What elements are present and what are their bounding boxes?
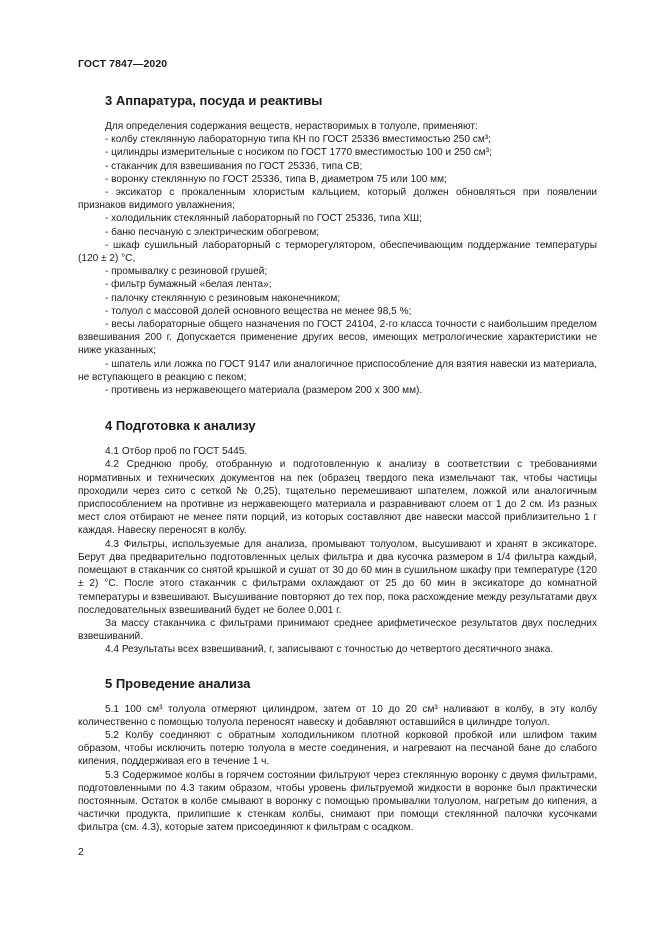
paragraph: За массу стаканчика с фильтрами принимают среднее арифметическое результатов двух последних взвешиваний. <box>78 617 597 643</box>
page-number: 2 <box>78 846 84 858</box>
list-item: - палочку стеклянную с резиновым наконечником; <box>105 292 341 304</box>
paragraph: 4.4 Результаты всех взвешиваний, г, записывают с точностью до четвертого десятичного знака. <box>105 644 554 656</box>
list-item: - цилиндры измерительные с носиком по ГОСТ 1770 вместимостью 100 и 250 см³; <box>105 147 492 159</box>
list-item: - шкаф сушильный лабораторный с терморегулятором, обеспечивающим поддержание температуры (120 ± 2) °С, <box>78 239 597 265</box>
list-item: - стаканчик для взвешивания по ГОСТ 25336, типа СВ; <box>105 160 363 172</box>
list-item: - весы лабораторные общего назначения по ГОСТ 24104, 2-го класса точности с наибольшим пределом взвешивания 200 г. Допускается применение других весов, имеющих метрологические характеристики не ниже указанных; <box>78 319 597 357</box>
list-item: - толуол с массовой долей основного вещества не менее 98,5 %; <box>105 305 412 317</box>
document-header: ГОСТ 7847—2020 <box>78 58 168 70</box>
paragraph: 5.2 Колбу соединяют с обратным холодильником плотной корковой пробкой или шлифом таким образом, чтобы исключить потерю толуола в месте соединения, и нагревают на песчаной бане до слабого кипения, поддерживая его в течение 1 ч. <box>78 729 597 768</box>
list-item: - баню песчаную с электрическим обогревом; <box>105 226 320 238</box>
list-item: - холодильник стеклянный лабораторный по ГОСТ 25336, типа ХШ; <box>105 213 422 225</box>
paragraph: 5.3 Содержимое колбы в горячем состоянии фильтруют через стеклянную воронку с двумя фильтрами, подготовленными по 4.3 таким образом, чтобы уровень фильтруемой жидкости в воронке был практически постоянным. Остаток в колбе смывают в воронку с помощью промывалки толуолом, нагретым до кипения, а частички продукта, прилипшие к стенкам колбы, снимают при помощи стеклянной палочки кусочками фильтра (см. 4.3), которые затем присоединяют к фильтрам с осадком. <box>78 769 597 834</box>
list-item: - противень из нержавеющего материала (размером 200 х 300 мм). <box>105 385 423 397</box>
section-3-title: 3 Аппаратура, посуда и реактивы <box>105 93 323 108</box>
paragraph: 4.3 Фильтры, используемые для анализа, промывают толуолом, высушивают и хранят в эксикаторе. Берут два предварительно подготовленных целых фильтра и два кусочка размером в 1/4 фильтра каждый, помещают в стаканчик со снятой крышкой и сушат от 30 до 60 мин в сушильном шкафу при температуре (120 ± 2) °С. После этого стаканчик с фильтрами охлаждают от 25 до 60 мин в эксикаторе до комнатной температуры и взвешивают. Высушивание повторяют до тех пор, пока расхождение между результатами двух последовательных взвешиваний будет не более 0,001 г. <box>78 538 597 616</box>
paragraph: 4.2 Среднюю пробу, отобранную и подготовленную к анализу в соответствии с требованиями нормативных и технических документов на пек (образец твердого пека измельчают так, чтобы частицы проходили через сито с сеткой № 0,25), тщательно перемешивают шпателем, ложкой или аналогичным приспособлением на противне из нержавеющего материала и разравнивают слоем от 1 до 2 см. Из разных мест слоя отбирают не менее пяти порций, из которых составляют две навески массой приблизительно 1 г каждая. Навеску переносят в колбу. <box>78 459 597 537</box>
section-4-title: 4 Подготовка к анализу <box>105 418 256 434</box>
list-item: - фильтр бумажный «белая лента»; <box>105 279 272 291</box>
equipment-list <box>78 133 597 397</box>
list-item: - эксикатор с прокаленным хлористым кальцием, который должен обновляться при появлении признаков видимого увлажнения; <box>78 187 597 212</box>
list-item: - воронку стеклянную по ГОСТ 25336, типа В, диаметром 75 или 100 мм; <box>105 173 447 185</box>
list-item: - шпатель или ложка по ГОСТ 9147 или аналогичное приспособление для взятия навески из материала, не вступающего в реакцию с пеком; <box>78 358 597 383</box>
page-content <box>78 93 597 835</box>
section-5-title: 5 Проведение анализа <box>105 675 251 691</box>
list-item: - колбу стеклянную лабораторную типа КН по ГОСТ 25336 вместимостью 250 см³; <box>105 134 491 146</box>
list-item: - промывалку с резиновой грушей; <box>105 266 268 278</box>
paragraph: 5.1 100 см³ толуола отмеряют цилиндром, затем от 10 до 20 см³ наливают в колбу, в эту колбу количественно с помощью толуола переносят навеску и добавляют оставшийся в цилиндре толуол. <box>78 703 597 728</box>
paragraph: 4.1 Отбор проб по ГОСТ 5445. <box>105 446 248 458</box>
section-3-intro: Для определения содержания веществ, нерастворимых в толуоле, применяют: <box>105 121 478 132</box>
